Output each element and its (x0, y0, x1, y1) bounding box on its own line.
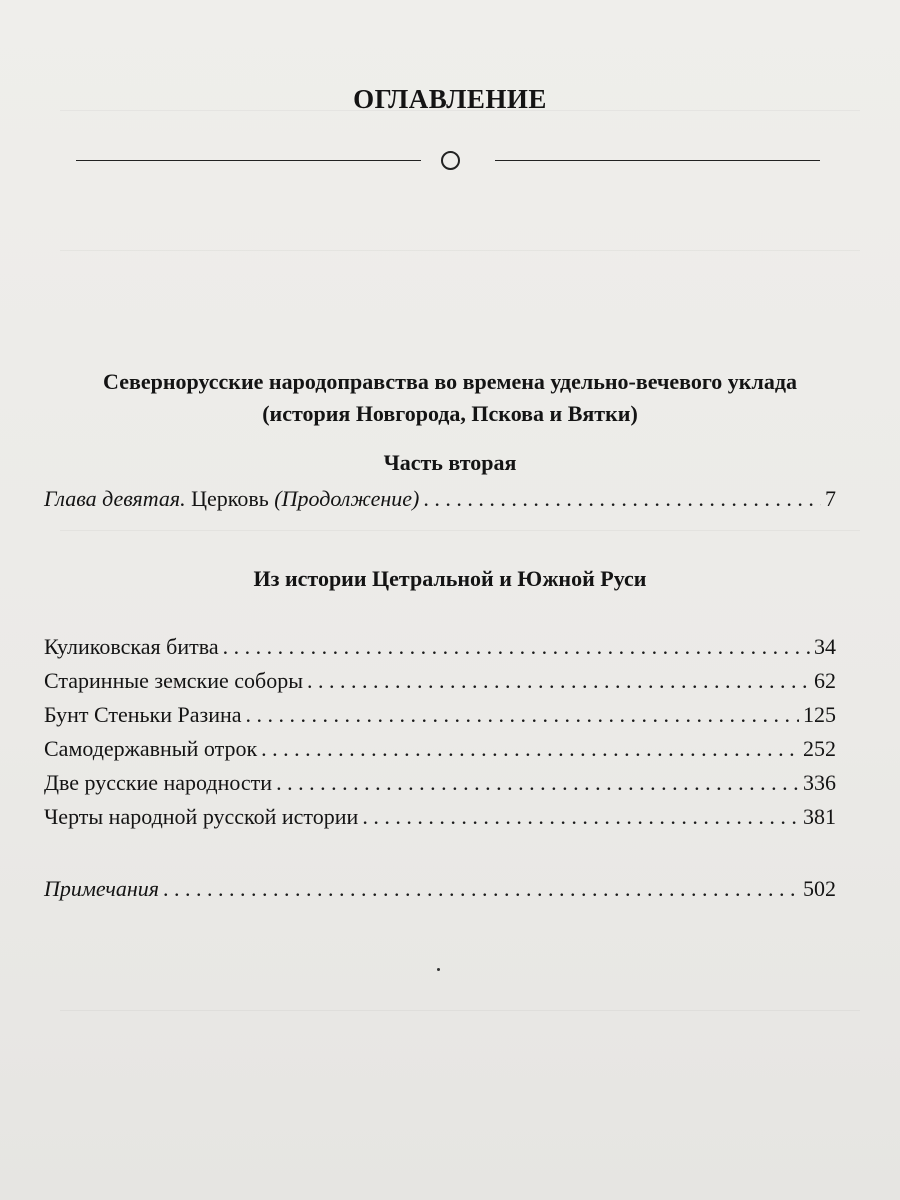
toc-entry[interactable] (44, 700, 836, 730)
part-two-title: Из истории Цетральной и Южной Руси (253, 566, 647, 591)
toc-page-number: 125 (803, 702, 836, 727)
dot-leader (423, 484, 821, 514)
toc-entry-notes[interactable] (44, 874, 836, 904)
part-one-title (0, 366, 900, 430)
toc-entry-title: Две русские народности (44, 770, 273, 795)
toc-entry-chapter-nine[interactable] (44, 484, 836, 514)
toc-entry[interactable] (44, 768, 836, 798)
toc-entry-title (44, 484, 419, 514)
toc-entry[interactable] (44, 632, 836, 662)
toc-entry-title: Самодержавный отрок (44, 736, 258, 761)
dot-leader (362, 802, 799, 832)
title-ornament (76, 148, 820, 172)
toc-page-number: 7 (825, 486, 836, 511)
toc-page-number: 336 (803, 770, 836, 795)
page-title: ОГЛАВЛЕНИЕ (353, 84, 547, 114)
dot-leader (261, 734, 799, 764)
part-one-title-line1: Севернорусские народоправства во времена удельно-вечевого уклада (103, 369, 797, 394)
toc-page-number: 502 (803, 876, 836, 901)
part-label: Часть вторая (383, 450, 517, 475)
dot-leader (246, 700, 799, 730)
toc-entry[interactable] (44, 666, 836, 696)
dot-leader (276, 768, 799, 798)
bleed-through-line (60, 1010, 860, 1011)
stray-ink-dot (437, 968, 440, 971)
bleed-through-line (60, 250, 860, 251)
bleed-through-line (60, 530, 860, 531)
toc-entry-title: Бунт Стеньки Разина (44, 702, 242, 727)
toc-entry[interactable] (44, 802, 836, 832)
dot-leader (307, 666, 810, 696)
chapter-suffix: (Продолжение) (274, 486, 420, 511)
toc-entry-title: Куликовская битва (44, 634, 219, 659)
toc-page-number: 381 (803, 804, 836, 829)
toc-page-number: 34 (814, 634, 836, 659)
part-one-title-line2: (история Новгорода, Пскова и Вятки) (262, 401, 638, 426)
ornament-line-right (495, 160, 820, 161)
ornament-circle-icon (441, 151, 460, 170)
toc-entry-title: Черты народной русской истории (44, 804, 359, 829)
chapter-prefix: Глава девятая. (44, 486, 186, 511)
toc-page-number: 62 (814, 668, 836, 693)
ornament-line-left (76, 160, 421, 161)
toc-entry[interactable] (44, 734, 836, 764)
toc-entry-title: Старинные земские соборы (44, 668, 304, 693)
toc-page-number: 252 (803, 736, 836, 761)
dot-leader (223, 632, 810, 662)
chapter-title: Церковь (185, 486, 275, 511)
toc-entry-title: Примечания (44, 876, 160, 901)
dot-leader (163, 874, 799, 904)
